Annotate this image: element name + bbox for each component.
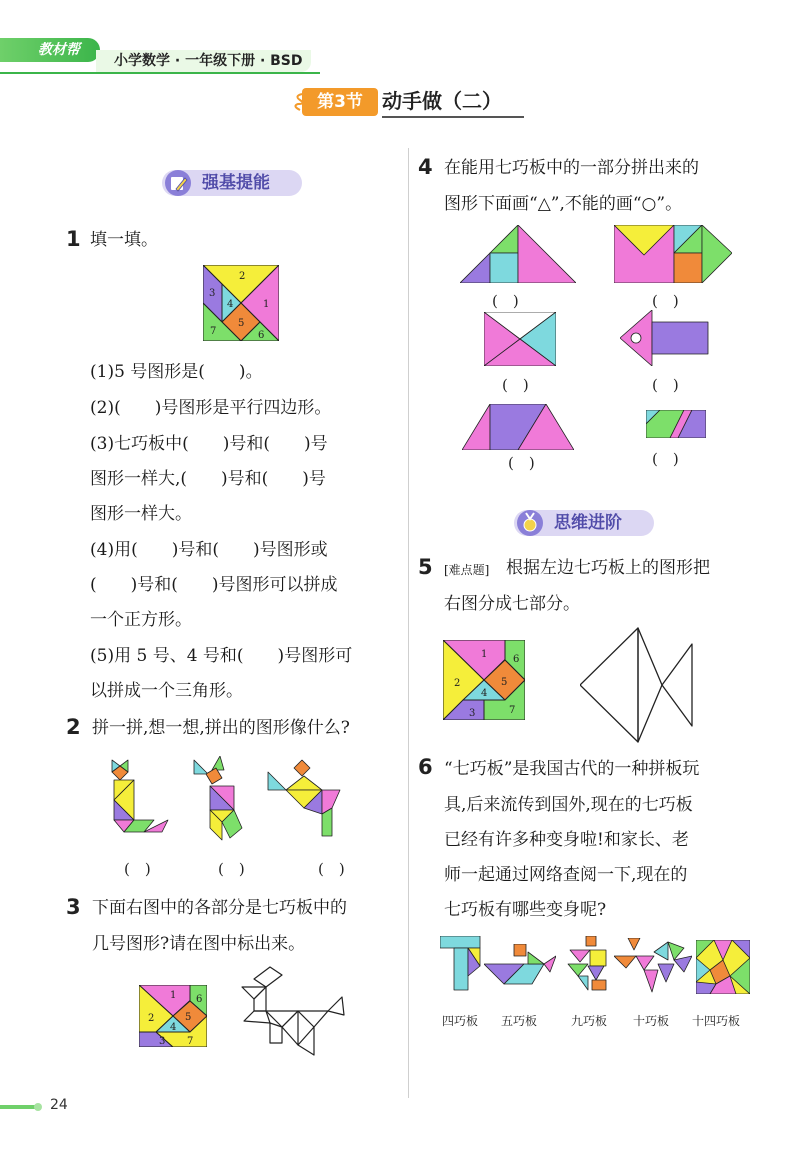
q1-line: (1)5 号图形是( )。 [90, 362, 263, 382]
answer-blank[interactable]: ( ) [124, 860, 151, 878]
banner-advanced [514, 510, 654, 536]
q6-line: 师一起通过网络查阅一下,现在的 [444, 865, 688, 885]
pencil-note-icon [164, 169, 192, 197]
page-bar [0, 1105, 38, 1109]
variant-label: 九巧板 [571, 1014, 608, 1028]
label-5: 5 [501, 677, 508, 688]
q5-line: 右图分成七部分。 [444, 594, 580, 614]
variant-label: 四巧板 [442, 1014, 479, 1028]
dog-outline[interactable] [240, 965, 346, 1057]
q4-shape-triangle [460, 225, 576, 283]
banner-basic [162, 170, 302, 196]
fourteen-piece-tangram [696, 940, 750, 994]
four-piece-tangram [440, 936, 486, 992]
q1-intro: 填一填。 [90, 230, 158, 250]
answer-blank[interactable]: ( ) [502, 376, 529, 394]
q5-tangram [443, 640, 525, 720]
q1-tangram [203, 265, 279, 341]
fish-outline[interactable] [580, 626, 698, 744]
q1-line: ( )号和( )号图形可以拼成 [90, 575, 338, 595]
answer-blank[interactable]: ( ) [318, 860, 345, 878]
book-title: 小学数学 · 一年级下册 · BSD [114, 53, 303, 69]
variant-label: 十四巧板 [692, 1014, 741, 1028]
question-number: 1 [66, 227, 81, 251]
question-number: 6 [418, 755, 433, 779]
label-3: 3 [209, 288, 216, 299]
label-7: 7 [509, 705, 516, 716]
q4-shape-arrow [620, 310, 710, 366]
label-7: 7 [210, 326, 217, 337]
five-piece-tangram [484, 944, 556, 990]
variant-label: 十巧板 [633, 1014, 670, 1028]
label-5: 5 [185, 1012, 192, 1023]
banner-label: 思维进阶 [554, 513, 622, 533]
q6-line: 七巧板有哪些变身呢? [444, 900, 607, 920]
answer-blank[interactable]: ( ) [218, 860, 245, 878]
q6-line: “七巧板”是我国古代的一种拼板玩 [444, 759, 700, 779]
q1-line: (3)七巧板中( )号和( )号 [90, 434, 328, 454]
label-1: 1 [263, 299, 270, 310]
section-chip: 第3节 [302, 88, 378, 116]
page-number: 24 [50, 1097, 68, 1113]
label-4: 4 [227, 299, 234, 310]
q1-line: 图形一样大。 [90, 504, 192, 524]
q1-line: 图形一样大,( )号和( )号 [90, 469, 326, 489]
q3-line: 下面右图中的各部分是七巧板中的 [92, 898, 347, 918]
q4-line: 图形下面画“△”,不能的画“○”。 [444, 194, 683, 214]
label-2: 2 [239, 271, 246, 282]
page-dot [34, 1103, 42, 1111]
label-6: 6 [196, 994, 203, 1005]
question-number: 5 [418, 555, 433, 579]
nine-piece-tangram [566, 936, 612, 992]
question-number: 3 [66, 895, 81, 919]
label-3: 3 [469, 708, 476, 719]
medal-icon [516, 509, 544, 537]
answer-blank[interactable]: ( ) [652, 376, 679, 394]
banner-label: 强基提能 [202, 173, 270, 193]
q6-line: 已经有许多种变身啦!和家长、老 [444, 830, 689, 850]
q6-line: 具,后来流传到国外,现在的七巧板 [444, 795, 693, 815]
answer-blank[interactable]: ( ) [492, 292, 519, 310]
header-rule [0, 72, 320, 74]
q4-shape-rect [646, 410, 706, 438]
column-divider [408, 148, 409, 1098]
rabbit-figure [190, 756, 250, 842]
label-2: 2 [454, 678, 461, 689]
label-6: 6 [258, 330, 265, 341]
label-4: 4 [170, 1022, 177, 1033]
label-7: 7 [187, 1036, 194, 1047]
q2-text: 拼一拼,想一想,拼出的图形像什么? [92, 718, 350, 738]
question-number: 2 [66, 715, 81, 739]
answer-blank[interactable]: ( ) [652, 450, 679, 468]
q1-line: (2)( )号图形是平行四边形。 [90, 398, 332, 418]
label-2: 2 [148, 1013, 155, 1024]
label-1: 1 [170, 990, 177, 1001]
q5-line: 根据左边七巧板上的图形把 [506, 558, 710, 578]
label-5: 5 [238, 318, 245, 329]
q4-line: 在能用七巧板中的一部分拼出来的 [444, 158, 699, 178]
ten-piece-tangram [614, 938, 692, 994]
question-number: 4 [418, 155, 433, 179]
answer-blank[interactable]: ( ) [652, 292, 679, 310]
bird-figure [264, 756, 348, 842]
section-title-underline [382, 116, 524, 118]
q4-shape-house [614, 225, 732, 283]
section-title: 动手做（二） [382, 89, 502, 113]
difficulty-tag: [难点题] [444, 563, 490, 577]
label-4: 4 [481, 688, 488, 699]
q3-tangram [139, 985, 207, 1047]
q4-shape-bowtie [484, 312, 556, 366]
label-6: 6 [513, 654, 520, 665]
q1-line: 一个正方形。 [90, 610, 192, 630]
header-tag: 教材帮 [0, 38, 100, 62]
answer-blank[interactable]: ( ) [508, 454, 535, 472]
q3-line: 几号图形?请在图中标出来。 [92, 934, 306, 954]
label-1: 1 [481, 649, 488, 660]
q1-line: 以拼成一个三角形。 [90, 681, 243, 701]
variant-label: 五巧板 [501, 1014, 538, 1028]
q1-line: (4)用( )号和( )号图形或 [90, 540, 328, 560]
cat-figure [104, 756, 176, 842]
q1-line: (5)用 5 号、4 号和( )号图形可 [90, 646, 353, 666]
q4-shape-trapezoid [462, 404, 574, 450]
label-3: 3 [159, 1036, 166, 1047]
